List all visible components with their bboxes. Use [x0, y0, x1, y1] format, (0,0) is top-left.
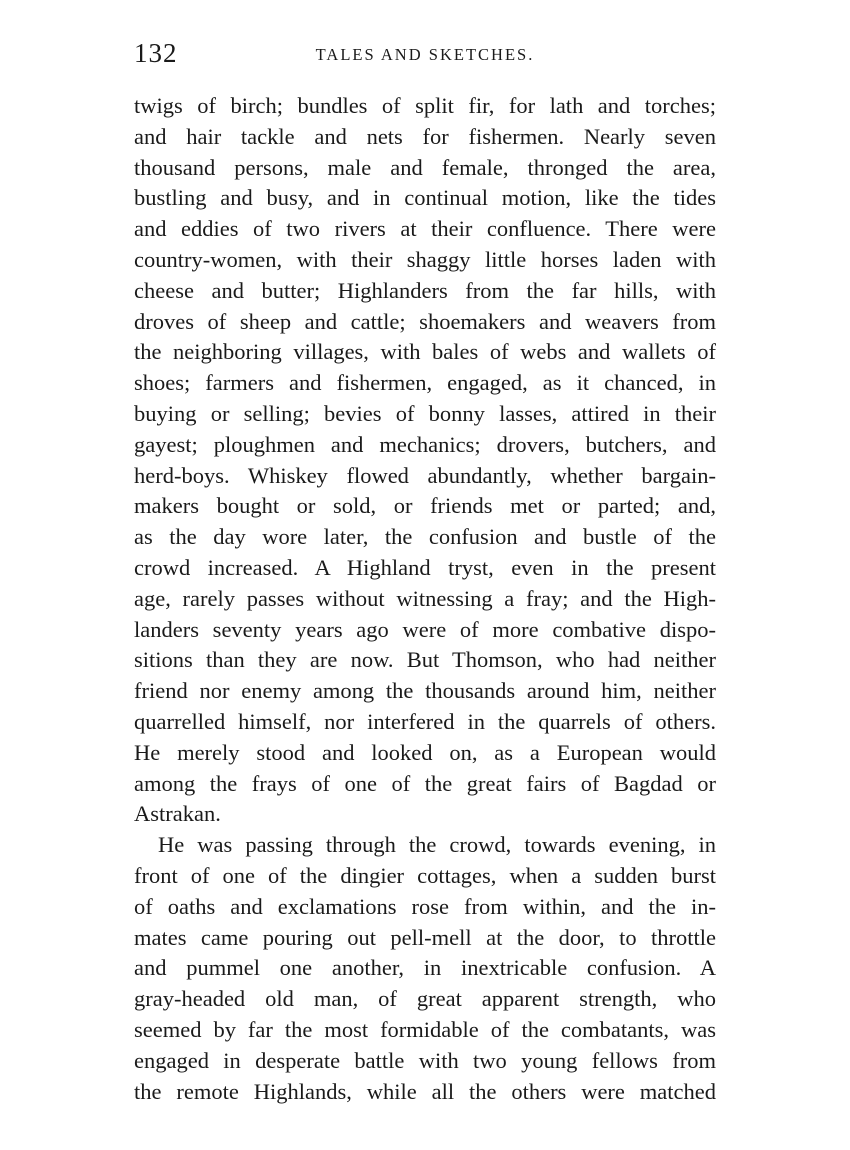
text-line: front of one of the dingier cottages, when a sudden burst [134, 862, 716, 888]
text-line: herd-boys. Whiskey flowed abundantly, whether bargain- [134, 462, 716, 488]
text-line: crowd increased. A Highland tryst, even in the present [134, 554, 716, 580]
text-line: landers seventy years ago were of more combative dispo- [134, 616, 716, 642]
text-line: and eddies of two rivers at their confluence. There were [134, 216, 716, 242]
text-line: mates came pouring out pell-mell at the door, to throttle [134, 924, 716, 950]
text-line: engaged in desperate battle with two young fellows from [134, 1047, 716, 1073]
text-line: age, rarely passes without witnessing a fray; and the High- [134, 585, 716, 611]
text-line: gayest; ploughmen and mechanics; drovers, butchers, and [134, 431, 716, 457]
running-title: TALES AND SKETCHES. [315, 45, 535, 64]
paragraph-1 [134, 91, 716, 830]
text-line: sitions than they are now. But Thomson, who had neither [134, 647, 716, 673]
text-line: seemed by far the most formidable of the combatants, was [134, 1016, 716, 1042]
text-line: droves of sheep and cattle; shoemakers and weavers from [134, 308, 716, 334]
text-line: makers bought or sold, or friends met or parted; and, [134, 493, 716, 519]
paragraph-2 [134, 830, 716, 1107]
text-line: and hair tackle and nets for fishermen. Nearly seven [134, 123, 716, 149]
text-line: quarrelled himself, nor interfered in the quarrels of others. [134, 708, 716, 734]
text-line: buying or selling; bevies of bonny lasses, attired in their [134, 400, 716, 426]
text-line: He merely stood and looked on, as a European would [134, 739, 716, 765]
text-line: as the day wore later, the confusion and bustle of the [134, 524, 716, 550]
text-line: cheese and butter; Highlanders from the far hills, with [134, 277, 716, 303]
text-line: shoes; farmers and fishermen, engaged, as it chanced, in [134, 370, 716, 396]
text-line: thousand persons, male and female, thronged the area, [134, 154, 716, 180]
text-line: Astrakan. [134, 801, 221, 827]
text-line: among the frays of one of the great fairs of Bagdad or [134, 770, 716, 796]
text-line: He was passing through the crowd, towards evening, in [158, 832, 716, 858]
text-line: the remote Highlands, while all the others were matched [134, 1078, 716, 1104]
text-line: bustling and busy, and in continual motion, like the tides [134, 185, 716, 211]
page-header [134, 38, 716, 72]
text-line: country-women, with their shaggy little horses laden with [134, 246, 716, 272]
text-line: gray-headed old man, of great apparent strength, who [134, 986, 716, 1012]
text-line: friend nor enemy among the thousands around him, neither [134, 678, 716, 704]
text-line: and pummel one another, in inextricable confusion. A [134, 955, 716, 981]
text-line: twigs of birch; bundles of split fir, for lath and torches; [134, 93, 716, 118]
text-line: the neighboring villages, with bales of webs and wallets of [134, 339, 716, 365]
page-number: 132 [134, 38, 178, 68]
body-text [134, 91, 716, 1107]
text-line: of oaths and exclamations rose from within, and the in- [134, 893, 716, 919]
